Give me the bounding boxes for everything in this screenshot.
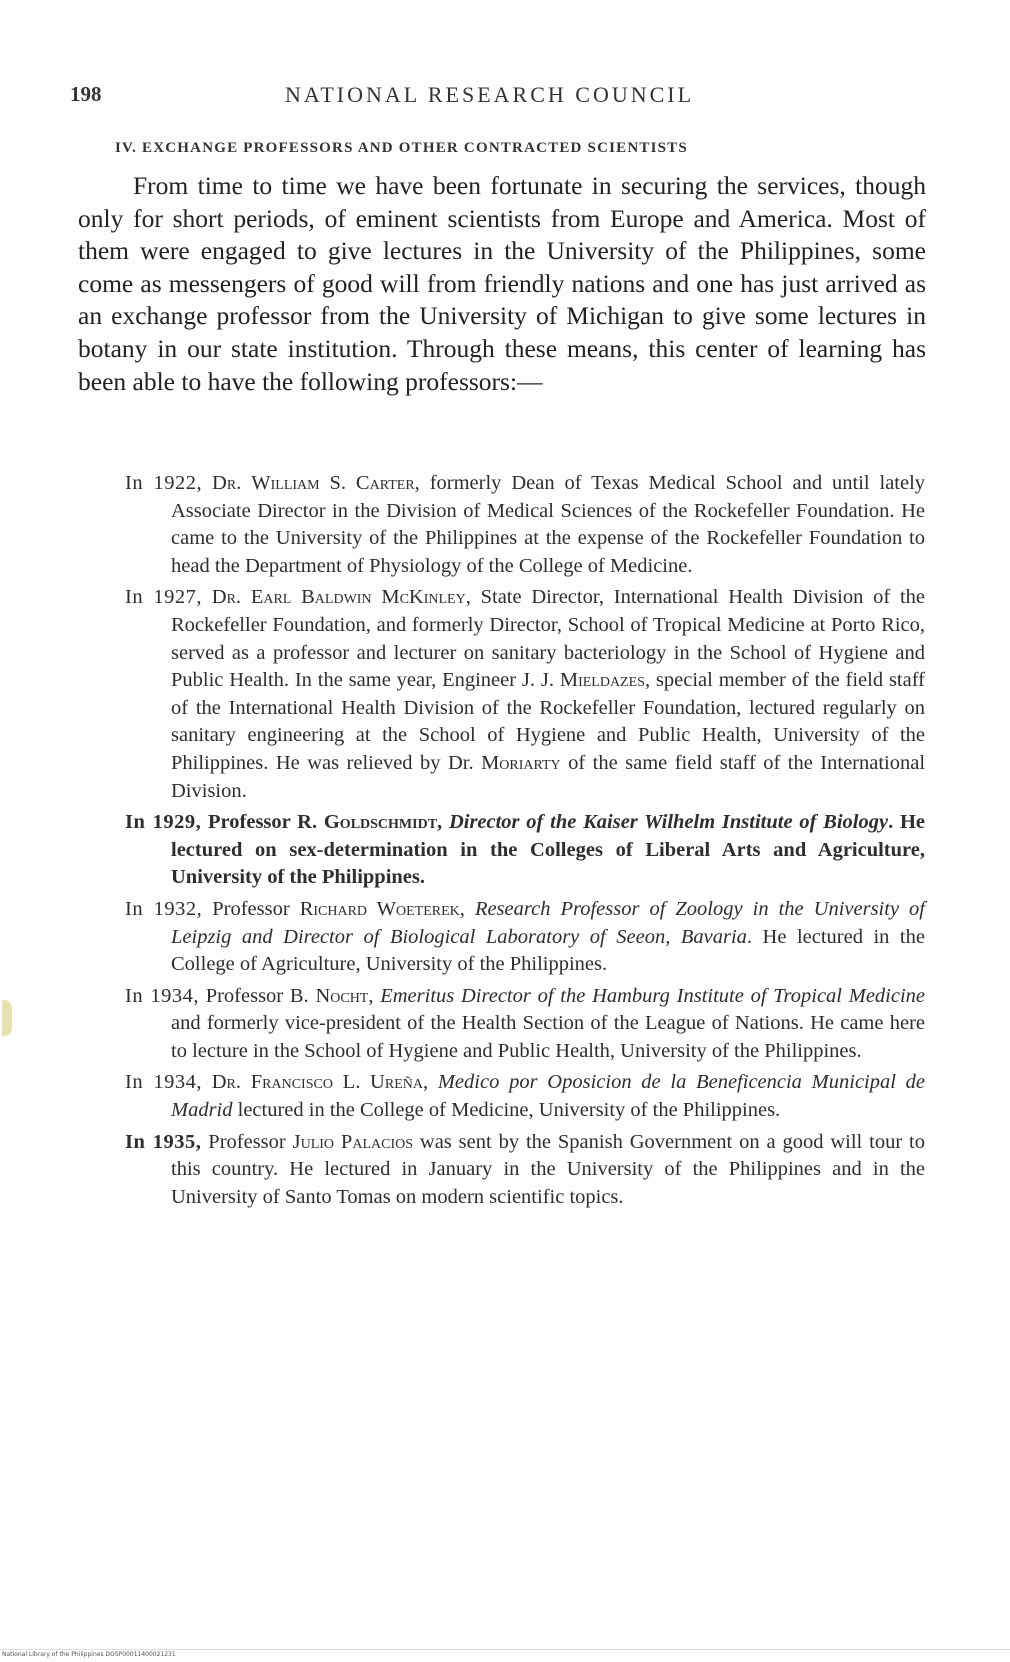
entry-1922: [125, 470, 925, 580]
entry-title: Professor: [212, 897, 290, 920]
entry-1934-urena: In 1934, Dr. Francisco L. Ureña, Medico por Oposicion de la Beneficencia Municipal de Madrid lectured in the College of Medicine, University of the Philippines.: [125, 1071, 926, 1122]
entry-year: In 1927,: [125, 586, 202, 609]
running-head: NATIONAL RESEARCH COUNCIL: [285, 82, 695, 107]
entry-text: and formerly vice-president of the Health Section of the League of Nations. He came here to lecture in the School of Hygiene and Public Health, University of the Philippines.: [171, 1012, 925, 1062]
entry-1929: In 1929, Professor R. Goldschmidt, Director of the Kaiser Wilhelm Institute of Biology. He lectured on sex-determination in the Colleges of Liberal Arts and Agriculture, University of the Philippines.: [125, 811, 926, 889]
footer-divider: [0, 1649, 1010, 1650]
entry-name: Julio Palacios: [292, 1130, 413, 1153]
section-heading: IV. EXCHANGE PROFESSORS AND OTHER CONTRACTED SCIENTISTS: [115, 140, 688, 156]
entry-text: lectured in the College of Medicine, University of the Philippines.: [232, 1099, 781, 1122]
entry-title: Professor: [208, 1130, 286, 1153]
entry-text: , State Director, International Health Division of the Rockefeller Foundation, and formerly Director, School of Tropical Medicine at Porto Rico, served as a professor and lecturer on sanitary bacteriology in the School of Hygiene and Public Health. In the same year, Engineer J. J.: [171, 586, 925, 692]
margin-stain: [2, 1000, 12, 1036]
entry-text: was sent by the Spanish Government on a good will tour to this country. He lectured in January in the University of the Philippines and in the University of Santo Tomas on modern scientific topics.: [171, 1130, 925, 1208]
entry-affiliation: Director of the Kaiser Wilhelm Institute of Biology: [448, 811, 889, 834]
entry-name: Goldschmidt: [323, 811, 438, 834]
entry-title: Dr.: [212, 472, 242, 494]
entry-name: Francisco L. Ureña: [250, 1071, 423, 1094]
page-number: 198: [70, 82, 102, 106]
page-header: [70, 82, 930, 122]
entry-name: Earl Baldwin McKinley: [250, 586, 466, 609]
entry-title: Dr.: [211, 586, 242, 609]
entry-1935: [125, 1129, 925, 1212]
entry-affiliation: Emeritus Director of the Hamburg Institute of Tropical Medicine: [380, 984, 926, 1007]
intro-paragraph: From time to time we have been fortunate in securing the services, though only for short periods, of eminent scientists from Europe and America. Most of them were engaged to give lectures in the University of the Philippines, some come as messengers of good will from friendly nations and one has just arrived as an exchange professor from the University of Michigan to give some lectures in botany in our state institution. Through these means, this center of learning has been able to have the following professors:—: [78, 171, 926, 396]
professor-list: [125, 470, 925, 1215]
entry-text: , formerly Dean of Texas Medical School and until lately Associate Director in the Division of Medical Sciences of the Rockefeller Foundation. He came to the University of the Philippines at the expense of the Rockefeller Foundation to head the Department of Physiology of the College of Medicine.: [171, 472, 926, 577]
entry-affiliation: Research Professor of Zoology in the University of Leipzig and Director of Biological Laboratory of Seeon, Bavaria: [171, 897, 925, 948]
entry-name: Nocht: [315, 984, 369, 1007]
entry-text-tertiary: of the same field staff of the International Division.: [171, 751, 926, 802]
scan-footer: National Library of the Philippines DOSP00011400021231: [2, 1651, 176, 1658]
entry-year: In 1934,: [125, 984, 199, 1007]
entry-title: Dr.: [211, 1071, 241, 1094]
entry-title: Professor R.: [208, 811, 318, 834]
entry-affiliation: Medico por Oposicion de la Beneficencia Municipal de Madrid: [171, 1071, 926, 1122]
entry-year: In 1922,: [125, 472, 203, 494]
entry-1932: In 1932, Professor Richard Woeterek, Research Professor of Zoology in the University of Leipzig and Director of Biological Laboratory of Seeon, Bavaria. He lectured in the College of Agriculture, University of the Philippines.: [125, 897, 925, 976]
entry-1934-nocht: In 1934, Professor B. Nocht, Emeritus Director of the Hamburg Institute of Tropical Medicine and formerly vice-president of the Health Section of the League of Nations. He came here to lecture in the School of Hygiene and Public Health, University of the Philippines.: [125, 984, 926, 1062]
entry-year: In 1934,: [125, 1071, 202, 1094]
entry-year: In 1932,: [125, 897, 203, 920]
entry-name: Richard Woeterek: [299, 897, 460, 920]
entry-title: Professor B.: [205, 984, 309, 1007]
entry-1927: [125, 584, 925, 805]
entry-name-secondary: Mieldazes: [559, 669, 645, 692]
entry-name: William S. Carter: [251, 472, 415, 494]
entry-text-secondary: , special member of the field staff of the International Health Division of the Rockefeller Foundation, lectured regularly on sanitary engineering at the School of Hygiene and Public Health, University of the Philippines. He was relieved by Dr.: [171, 669, 926, 774]
entry-year: In 1929,: [125, 811, 202, 834]
entry-year: In 1935,: [125, 1130, 202, 1153]
entry-name-tertiary: Moriarty: [481, 751, 561, 774]
entry-text: . He lectured in the College of Agriculture, University of the Philippines.: [171, 925, 925, 976]
entry-text: . He lectured on sex-determination in the Colleges of Liberal Arts and Agriculture, University of the Philippines.: [171, 811, 926, 889]
